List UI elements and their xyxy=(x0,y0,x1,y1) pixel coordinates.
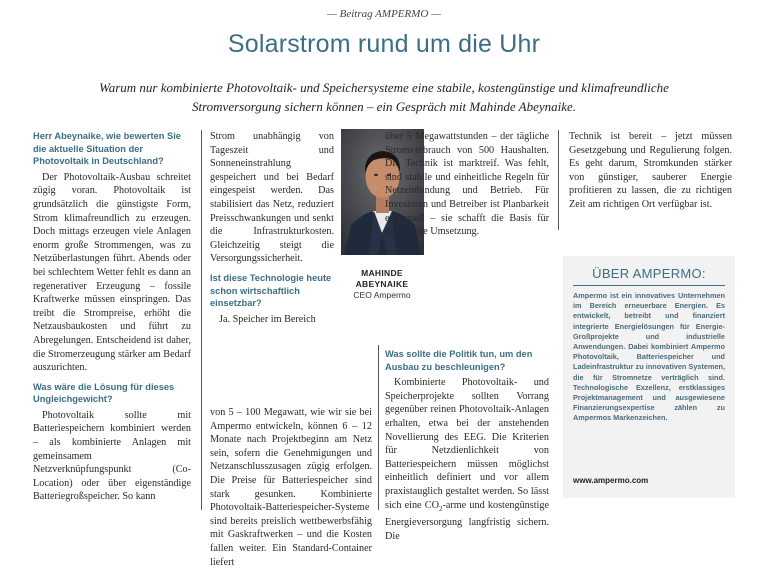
website-link[interactable]: www.ampermo.com xyxy=(573,476,649,485)
question-1: Herr Abeynaike, wie bewerten Sie die aktuelle Situation der Photovoltaik in Deutschland? xyxy=(33,131,181,167)
column-divider xyxy=(378,345,379,510)
column-3-lower xyxy=(385,348,549,543)
answer-4-part-1: Kombinierte Photovoltaik- und Speicherprojekte sollten Vorrang gegenüber reinen Photovoltaik-Anlagen erhalten, etwa bei der anstehenden Novellierung des EEG. Die Kriterien für Netzdienlichkeit von Batteriespeichern müssen möglichst einheitlich definiert und vor allem praxistauglich gestaltet werden. So lässt sich eine CO xyxy=(385,377,549,511)
column-divider xyxy=(558,130,559,230)
column-divider xyxy=(201,130,202,510)
answer-3-start: Ja. Speicher im Bereich xyxy=(219,313,316,325)
column-2-text: Strom unabhängig von Tageszeit und Sonneneinstrahlung gespeichert und bei Bedarf eingespeist werden. Das stabilisiert das Netz, reduziert Preisschwankungen und senkt die Infrastrukturkosten. Gleichzeitig steigt die Versorgungssicherheit. xyxy=(210,131,334,265)
column-2-lower xyxy=(210,406,372,569)
page-title: Solarstrom rund um die Uhr xyxy=(227,30,541,58)
answer-3-cont: von 5 – 100 Megawatt, wie wir sie bei Ampermo entwickeln, können 6 – 12 Monate nach Projektbeginn am Netz sein, sofern die Genehmigungen und Netzanschlusszusagen zügig erfolgen. Die Preise für Batteriespeicher sind stark gesunken. Kombinierte Photovoltaik-Batteriespeicher-Systeme sind bereits preislich wettbewerbsfähig mit Gaskraftwerken – und die Kosten fallen weiter. Ein Standard-Container liefert xyxy=(210,407,372,568)
question-2: Was wäre die Lösung für dieses Ungleichgewicht? xyxy=(33,381,175,405)
column-4 xyxy=(569,130,732,212)
about-box-divider xyxy=(573,285,725,286)
column-1 xyxy=(33,130,191,504)
about-box-title: ÜBER AMPERMO: xyxy=(592,266,706,281)
column-3-text: über 5 Megawattstunden – der tägliche Stromverbrauch von 500 Haushalten. Die Technik ist marktreif. Was fehlt, sind stabile und einheitliche Regeln für Netzeinbindung und Betrieb. Für Investoren und Betreiber ist Planbarkeit essenziell – sie schafft die Basis für eine breite Umsetzung. xyxy=(385,131,549,238)
article-kicker: — Beitrag AMPERMO — xyxy=(327,8,441,20)
about-ampermo-box xyxy=(563,256,735,498)
answer-2: Photovoltaik sollte mit Batteriespeichern kombiniert werden – als kombinierte Anlagen mit gemeinsamem Netzverknüpfungspunkt (Co-Location) oder über eigenständige Batteriegroßspeicher. So kann xyxy=(33,409,191,503)
answer-4-part-2: -arme und kostengünstige Energieversorgung langfristig sichern. Die xyxy=(385,499,549,542)
column-4-text: Technik ist bereit – jetzt müssen Gesetzgebung und Regulierung folgen. Es geht darum, Stromkunden stärker von günstiger, sauberer Energie profitieren zu lassen, die zu richtigen Zeit am richtigen Ort verfügbar ist. xyxy=(569,131,732,210)
co2-subscript: 2 xyxy=(438,504,443,513)
answer-1: Der Photovoltaik-Ausbau schreitet zügig voran. Photovoltaik ist grundsätzlich die günstigste Form, Strom klimafreundlich zu erzeugen. Doch mittags erzeugen viele Anlagen enorm große Strommengen, was zu Netzüberlastungen führt. Abends oder bei schlechtem Wetter fehlt es dann an regenerativer Erzeugung – fossile Kraftwerke müssen einspringen. Das treibt die Strompreise, erhöht die Netzausbaukosten und führt zu Abregelungen. Entscheidend ist daher, die Stromerzeugung stärker am Bedarf auszurichten. xyxy=(33,171,191,374)
column-3 xyxy=(385,130,549,239)
portrait-caption xyxy=(330,268,434,301)
article-lede: Warum nur kombinierte Photovoltaik- und Speichersysteme eine stabile, kostengünstige und klimafreundliche Stromversorgung sichern können – ein Gespräch mit Mahinde Abeynaike. xyxy=(99,80,669,114)
portrait-name-line-2: ABEYNAIKE xyxy=(355,279,409,289)
about-box-text: Ampermo ist ein innovatives Unternehmen im Bereich erneuerbare Energien. Es entwickelt, betreibt und finanziert integrierte Energielösungen für Energie-Großprojekte und industrielle Anwendungen. Dabei kombiniert Ampermo Photovoltaik, Batteriespeicher und Ladeinfrastruktur zu innovativen Systemen, die für Stromnetze verträglich sind. Technologische Exzellenz, erstklassiges Projektmanagement und ausgewiesene Finanzierungsexpertise zählen zu Ampermos Markenzeichen. xyxy=(573,291,725,423)
portrait-role: CEO Ampermo xyxy=(353,290,411,300)
portrait-name-line-1: MAHINDE xyxy=(361,268,403,278)
question-3: Ist diese Technologie heute schon wirtschaftlich einsetzbar? xyxy=(210,272,332,309)
column-2 xyxy=(210,130,334,326)
answer-4 xyxy=(385,376,549,543)
question-4: Was sollte die Politik tun, um den Ausbau zu beschleunigen? xyxy=(385,349,533,372)
